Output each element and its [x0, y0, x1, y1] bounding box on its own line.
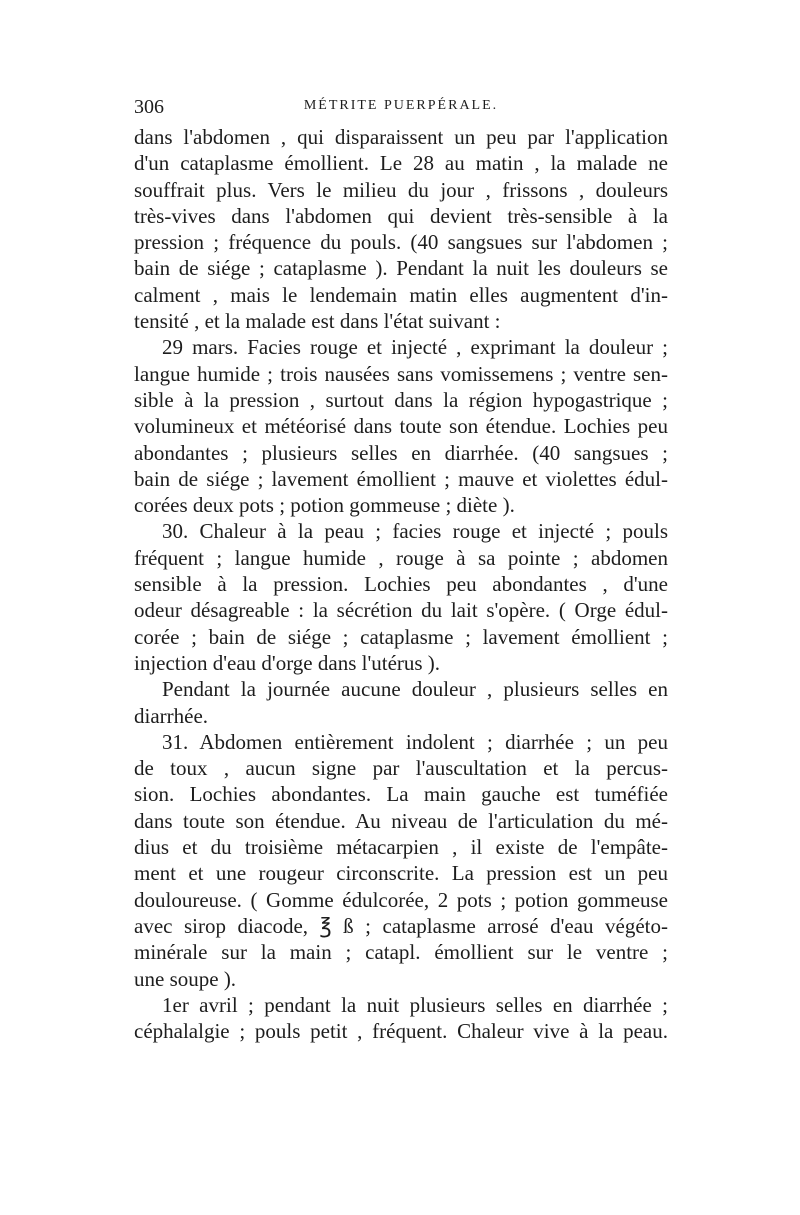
- text-line: 30. Chaleur à la peau ; facies rouge et injecté ; pouls: [162, 519, 668, 544]
- text-line: volumineux et météorisé dans toute son étendue. Lochies peu: [134, 414, 668, 439]
- body-text: [134, 124, 668, 1044]
- running-head: [134, 92, 668, 122]
- text-line: pression ; fréquence du pouls. (40 sangsues sur l'abdomen ;: [134, 230, 668, 255]
- text-line: minérale sur la main ; catapl. émollient sur le ventre ;: [134, 940, 668, 965]
- text-line: Pendant la journée aucune douleur , plusieurs selles en: [162, 677, 668, 702]
- text-line: injection d'eau d'orge dans l'utérus ).: [134, 650, 441, 675]
- text-line: céphalalgie ; pouls petit , fréquent. Chaleur vive à la peau.: [134, 1019, 668, 1044]
- text-line: tensité , et la malade est dans l'état suivant :: [134, 309, 501, 334]
- text-line: sensible à la pression. Lochies peu abondantes , d'une: [134, 572, 668, 597]
- text-line: douloureuse. ( Gomme édulcorée, 2 pots ; potion gommeuse: [134, 887, 668, 912]
- text-line: dius et du troisième métacarpien , il existe de l'empâte-: [134, 835, 668, 860]
- text-line: 31. Abdomen entièrement indolent ; diarrhée ; un peu: [162, 729, 668, 754]
- text-line: 1er avril ; pendant la nuit plusieurs selles en diarrhée ;: [162, 992, 668, 1017]
- text-line: diarrhée.: [134, 703, 209, 728]
- text-line: bain de siége ; cataplasme ). Pendant la nuit les douleurs se: [134, 256, 668, 281]
- text-line: sion. Lochies abondantes. La main gauche est tuméfiée: [134, 782, 668, 807]
- running-title: MÉTRITE PUERPÉRALE.: [303, 98, 499, 113]
- text-line: abondantes ; plusieurs selles en diarrhée. (40 sangsues ;: [134, 440, 668, 465]
- text-line: calment , mais le lendemain matin elles augmentent d'in-: [134, 282, 668, 307]
- text-line: sible à la pression , surtout dans la région hypogastrique ;: [134, 387, 668, 412]
- text-line: corées deux pots ; potion gommeuse ; diète ).: [134, 493, 515, 518]
- text-line: avec sirop diacode, ℥ ß ; cataplasme arrosé d'eau végéto-: [134, 913, 668, 938]
- book-page: [134, 92, 668, 1044]
- text-line: ment et une rougeur circonscrite. La pression est un peu: [134, 861, 668, 886]
- text-line: odeur désagreable : la sécrétion du lait s'opère. ( Orge édul-: [134, 598, 668, 623]
- text-line: fréquent ; langue humide , rouge à sa pointe ; abdomen: [134, 545, 668, 570]
- text-line: d'un cataplasme émollient. Le 28 au matin , la malade ne: [134, 151, 668, 176]
- text-line: langue humide ; trois nausées sans vomissemens ; ventre sen-: [134, 361, 668, 386]
- text-line: dans toute son étendue. Au niveau de l'articulation du mé-: [134, 808, 668, 833]
- text-line: souffrait plus. Vers le milieu du jour , frissons , douleurs: [134, 177, 668, 202]
- text-line: très-vives dans l'abdomen qui devient très-sensible à la: [134, 203, 668, 228]
- text-line: 29 mars. Facies rouge et injecté , exprimant la douleur ;: [162, 335, 668, 360]
- text-line: dans l'abdomen , qui disparaissent un peu par l'application: [134, 125, 668, 149]
- text-line: de toux , aucun signe par l'auscultation et la percus-: [134, 756, 668, 781]
- text-line: corée ; bain de siége ; cataplasme ; lavement émollient ;: [134, 624, 668, 649]
- text-line: une soupe ).: [134, 966, 237, 991]
- text-line: bain de siége ; lavement émollient ; mauve et violettes édul-: [134, 466, 668, 491]
- page-number: 306: [134, 96, 164, 118]
